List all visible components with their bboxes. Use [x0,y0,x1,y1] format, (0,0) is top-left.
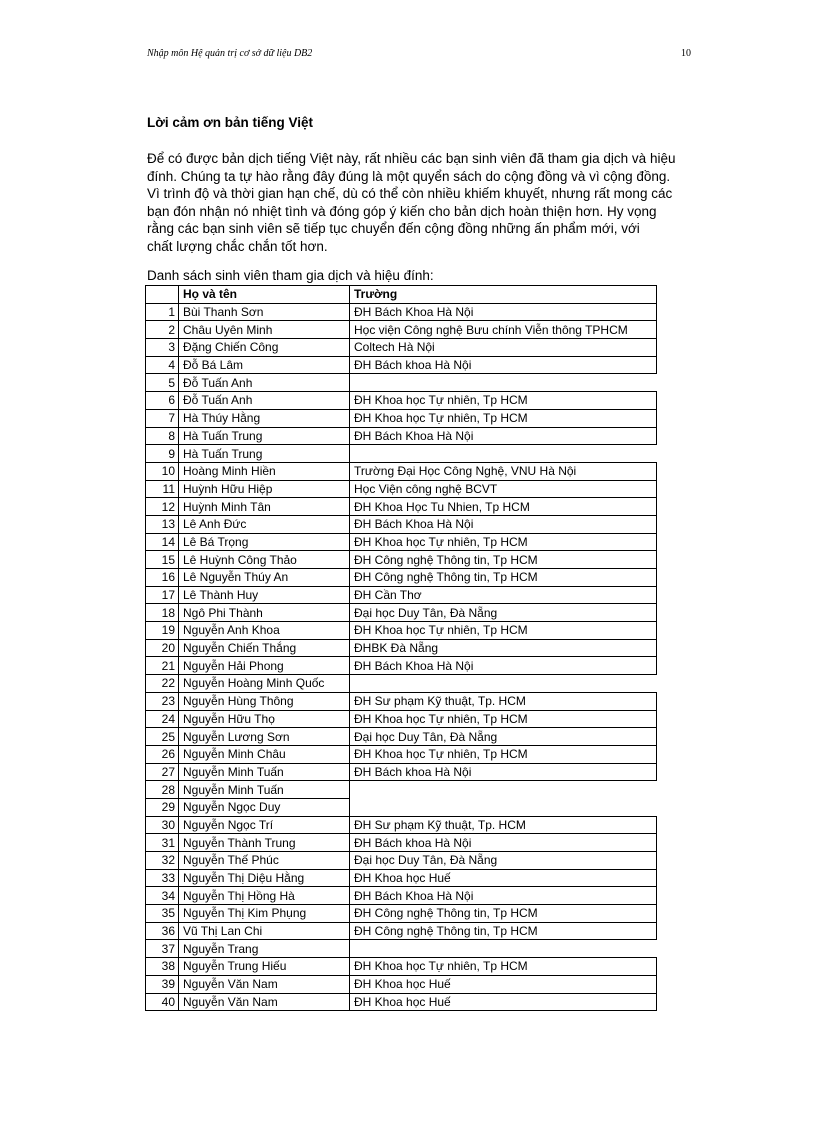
row-number: 25 [146,728,179,746]
row-name: Bùi Thanh Sơn [179,303,350,321]
row-name: Nguyễn Văn Nam [179,975,350,993]
table-row [146,374,657,392]
row-number: 11 [146,480,179,498]
row-school: ĐH Bách Khoa Hà Nội [350,887,657,905]
row-name: Nguyễn Thị Hồng Hà [179,887,350,905]
row-name: Nguyễn Ngọc Trí [179,816,350,834]
row-number: 12 [146,498,179,516]
row-name: Nguyễn Thị Diệu Hằng [179,869,350,887]
row-number: 16 [146,569,179,587]
row-number: 34 [146,887,179,905]
header-number [146,286,179,304]
intro-line: bạn đón nhận nó nhiệt tình và đóng góp ý kiến cho bản dịch hoàn thiện hơn. Hy vọng [147,203,657,219]
row-name: Hà Tuấn Trung [179,427,350,445]
row-school: ĐH Bách Khoa Hà Nội [350,303,657,321]
row-number: 28 [146,781,179,799]
row-number: 19 [146,622,179,640]
row-name: Nguyễn Minh Tuấn [179,763,350,781]
table-row [146,551,657,569]
row-number: 39 [146,975,179,993]
table-row [146,993,657,1011]
page-number: 10 [681,48,691,59]
table-row [146,781,657,799]
row-school: ĐH Bách Khoa Hà Nội [350,657,657,675]
row-number: 37 [146,940,179,958]
intro-line: Vì trình độ và thời gian hạn chế, dù có thể còn nhiều khiếm khuyết, nhưng rất mong các [147,186,673,202]
row-number: 18 [146,604,179,622]
row-number: 30 [146,816,179,834]
running-header [147,48,693,62]
row-number: 14 [146,533,179,551]
row-number: 6 [146,392,179,410]
row-name: Nguyễn Chiến Thắng [179,639,350,657]
row-number: 29 [146,798,179,816]
row-school: ĐH Khoa học Tự nhiên, Tp HCM [350,958,657,976]
table-row [146,710,657,728]
table-row [146,622,657,640]
table-row [146,657,657,675]
row-school: Đại học Duy Tân, Đà Nẵng [350,852,657,870]
row-number: 2 [146,321,179,339]
contributors-table [145,285,657,1011]
row-name: Ngô Phi Thành [179,604,350,622]
row-name: Đỗ Bá Lâm [179,356,350,374]
row-name: Lê Huỳnh Công Thảo [179,551,350,569]
row-name: Nguyễn Thế Phúc [179,852,350,870]
row-number: 13 [146,515,179,533]
row-school: ĐH Khoa học Huế [350,975,657,993]
row-school [350,445,657,463]
table-row [146,816,657,834]
row-name: Nguyễn Trung Hiếu [179,958,350,976]
row-school: ĐH Khoa học Tự nhiên, Tp HCM [350,710,657,728]
row-number: 32 [146,852,179,870]
table-row [146,462,657,480]
table-row [146,692,657,710]
row-school [350,798,657,816]
row-name: Nguyễn Hữu Thọ [179,710,350,728]
row-number: 4 [146,356,179,374]
row-number: 24 [146,710,179,728]
table-row [146,639,657,657]
table-row [146,604,657,622]
row-number: 23 [146,692,179,710]
table-row [146,852,657,870]
table-row [146,675,657,693]
row-school: Đại học Duy Tân, Đà Nẵng [350,728,657,746]
row-name: Nguyễn Thị Kim Phụng [179,905,350,923]
row-name: Đặng Chiến Công [179,339,350,357]
row-name: Lê Anh Đức [179,515,350,533]
row-school: Coltech Hà Nội [350,339,657,357]
row-name: Nguyễn Hùng Thông [179,692,350,710]
row-name: Đỗ Tuấn Anh [179,374,350,392]
intro-paragraph [147,150,707,256]
row-name: Nguyễn Anh Khoa [179,622,350,640]
row-name: Nguyễn Trang [179,940,350,958]
row-number: 40 [146,993,179,1011]
row-school: ĐH Bách khoa Hà Nội [350,356,657,374]
intro-line: rằng các bạn sinh viên sẽ tiếp tục chuyển đến cộng đồng những ấn phẩm mới, với [147,221,640,237]
table-row [146,303,657,321]
row-name: Lê Nguyễn Thúy An [179,569,350,587]
table-row [146,392,657,410]
row-name: Huỳnh Minh Tân [179,498,350,516]
row-school: ĐH Sư phạm Kỹ thuật, Tp. HCM [350,692,657,710]
row-school: ĐH Bách khoa Hà Nội [350,834,657,852]
table-row [146,321,657,339]
row-number: 35 [146,905,179,923]
row-school: ĐH Khoa học Huế [350,869,657,887]
intro-line: đính. Chúng ta tự hào rằng đây đúng là một quyển sách do cộng đồng và vì cộng đồng. [147,168,671,184]
row-name: Vũ Thị Lan Chi [179,922,350,940]
table-row [146,940,657,958]
row-school: Học viện Công nghệ Bưu chính Viễn thông TPHCM [350,321,657,339]
section-title: Lời cảm ơn bản tiếng Việt [147,115,313,130]
row-school: Đại học Duy Tân, Đà Nẵng [350,604,657,622]
row-number: 7 [146,409,179,427]
row-number: 21 [146,657,179,675]
table-row [146,869,657,887]
table-row [146,905,657,923]
row-school [350,781,657,799]
table-row [146,975,657,993]
table-row [146,887,657,905]
table-row [146,409,657,427]
row-school: ĐH Khoa học Huế [350,993,657,1011]
row-number: 17 [146,586,179,604]
table-row [146,480,657,498]
table-row [146,922,657,940]
row-name: Hà Thúy Hằng [179,409,350,427]
row-name: Nguyễn Hoàng Minh Quốc [179,675,350,693]
book-title: Nhập môn Hệ quản trị cơ sở dữ liệu DB2 [147,48,313,59]
table-body [146,303,657,1011]
table-row [146,745,657,763]
table-row [146,728,657,746]
table-row [146,427,657,445]
row-number: 10 [146,462,179,480]
row-name: Nguyễn Minh Tuấn [179,781,350,799]
table-row [146,533,657,551]
row-school: ĐH Công nghệ Thông tin, Tp HCM [350,569,657,587]
table-row [146,958,657,976]
row-number: 5 [146,374,179,392]
row-school: ĐH Khoa học Tự nhiên, Tp HCM [350,622,657,640]
row-school: Học Viện công nghệ BCVT [350,480,657,498]
row-school: ĐH Bách Khoa Hà Nội [350,427,657,445]
row-name: Châu Uyên Minh [179,321,350,339]
row-school [350,940,657,958]
row-name: Lê Bá Trọng [179,533,350,551]
table-row [146,339,657,357]
row-school: ĐH Bách Khoa Hà Nội [350,515,657,533]
row-school [350,374,657,392]
row-number: 3 [146,339,179,357]
table-row [146,498,657,516]
row-name: Nguyễn Hải Phong [179,657,350,675]
table-row [146,834,657,852]
row-number: 9 [146,445,179,463]
row-school: ĐH Công nghệ Thông tin, Tp HCM [350,922,657,940]
row-number: 26 [146,745,179,763]
row-school: ĐH Công nghệ Thông tin, Tp HCM [350,905,657,923]
row-number: 31 [146,834,179,852]
row-number: 1 [146,303,179,321]
row-school: ĐH Khoa học Tự nhiên, Tp HCM [350,409,657,427]
row-number: 36 [146,922,179,940]
row-school: ĐH Khoa học Tự nhiên, Tp HCM [350,533,657,551]
row-school: ĐH Khoa học Tự nhiên, Tp HCM [350,392,657,410]
row-school: ĐH Cần Thơ [350,586,657,604]
header-school: Trường [350,286,657,304]
table-row [146,763,657,781]
intro-line: Để có được bản dịch tiếng Việt này, rất nhiều các bạn sinh viên đã tham gia dịch và hiệu [147,151,676,166]
header-name: Họ và tên [179,286,350,304]
table-row [146,586,657,604]
row-school [350,675,657,693]
row-school: ĐH Bách khoa Hà Nội [350,763,657,781]
row-number: 22 [146,675,179,693]
table-row [146,356,657,374]
row-school: ĐH Công nghệ Thông tin, Tp HCM [350,551,657,569]
row-name: Huỳnh Hữu Hiệp [179,480,350,498]
row-number: 27 [146,763,179,781]
table-row [146,445,657,463]
row-number: 33 [146,869,179,887]
table-row [146,798,657,816]
row-name: Đỗ Tuấn Anh [179,392,350,410]
row-name: Hà Tuấn Trung [179,445,350,463]
row-name: Hoàng Minh Hiền [179,462,350,480]
row-name: Nguyễn Minh Châu [179,745,350,763]
table-row [146,515,657,533]
row-name: Nguyễn Văn Nam [179,993,350,1011]
row-number: 15 [146,551,179,569]
row-school: ĐH Khoa học Tự nhiên, Tp HCM [350,745,657,763]
table-header-row [146,286,657,304]
row-school: ĐH Sư phạm Kỹ thuật, Tp. HCM [350,816,657,834]
list-caption: Danh sách sinh viên tham gia dịch và hiệu đính: [147,268,434,283]
row-school: Trường Đại Học Công Nghệ, VNU Hà Nội [350,462,657,480]
table-row [146,569,657,587]
intro-line: chất lượng chắc chắn tốt hơn. [147,238,328,254]
row-name: Nguyễn Lương Sơn [179,728,350,746]
row-school: ĐHBK Đà Nẵng [350,639,657,657]
row-name: Nguyễn Ngọc Duy [179,798,350,816]
row-name: Nguyễn Thành Trung [179,834,350,852]
row-name: Lê Thành Huy [179,586,350,604]
row-number: 20 [146,639,179,657]
row-number: 38 [146,958,179,976]
row-number: 8 [146,427,179,445]
row-school: ĐH Khoa Học Tu Nhien, Tp HCM [350,498,657,516]
